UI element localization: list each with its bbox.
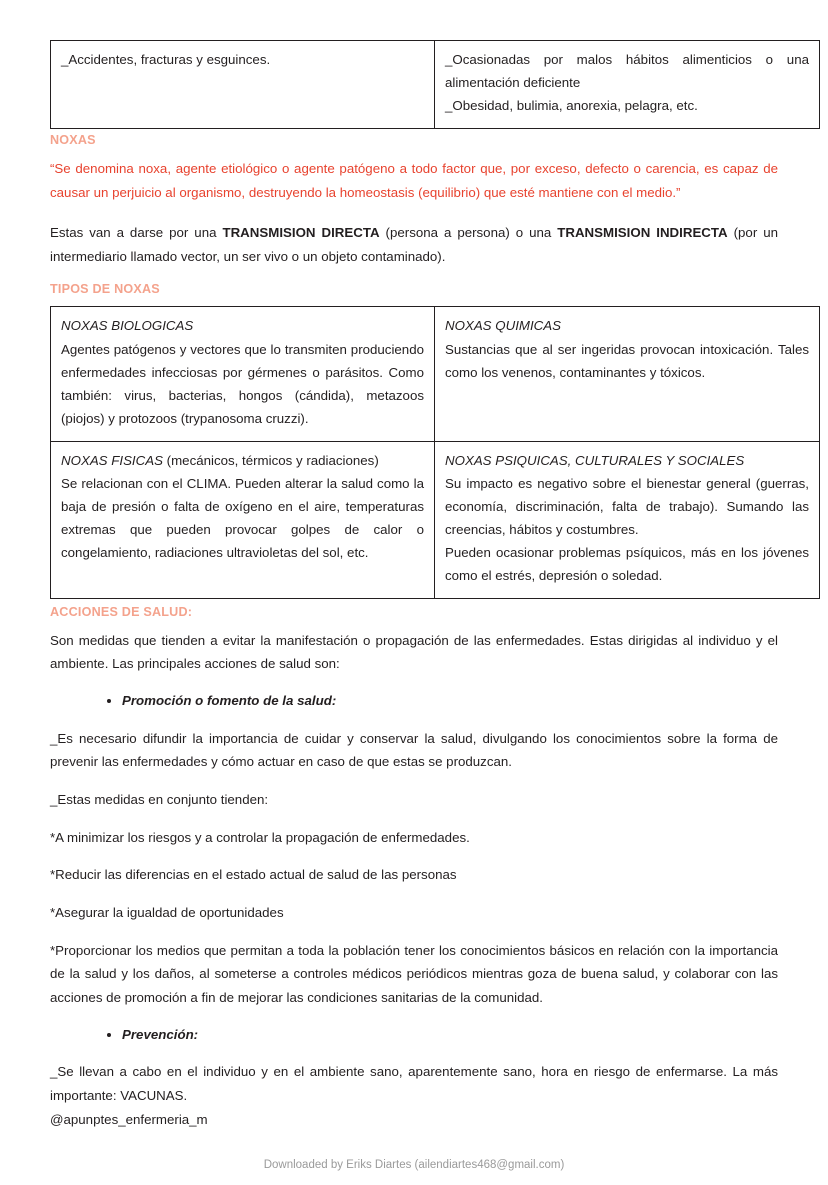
- table-row: [51, 441, 820, 598]
- tipos-de-noxas-table: [50, 306, 820, 598]
- cell-text: Se relacionan con el CLIMA. Pueden alterar la salud como la baja de presión o falta de oxígeno en el aire, temperaturas extremas que pueden provocar golpes de calor o congelamiento, radiaciones ultravioletas del sol, etc.: [61, 476, 424, 560]
- heading-tipos-de-noxas: TIPOS DE NOXAS: [50, 282, 160, 297]
- cell-title-suffix: (mecánicos, térmicos y radiaciones): [162, 452, 379, 468]
- author-handle: @apunptes_enfermeria_m: [50, 1112, 208, 1128]
- table-cell-accidentes: [51, 41, 435, 129]
- table-cell-noxas-biologicas: [51, 307, 435, 441]
- list-item: • Prevención:: [122, 1024, 778, 1047]
- transmision-paragraph: [50, 221, 778, 268]
- top-table: [50, 40, 820, 129]
- promocion-paragraph-2: _Estas medidas en conjunto tienden:: [50, 791, 269, 807]
- promocion-paragraph-5: *Asegurar la igualdad de oportunidades: [50, 904, 284, 920]
- table-cell-noxas-fisicas: [51, 441, 435, 598]
- cell-text: _Accidentes, fracturas y esguinces.: [61, 52, 271, 67]
- promocion-paragraph-3: *A minimizar los riesgos y a controlar la propagación de enfermedades.: [50, 829, 470, 845]
- table-cell-noxas-quimicas: [435, 307, 820, 441]
- bullet-list-promocion: [50, 690, 778, 713]
- acciones-intro-paragraph: Son medidas que tienden a evitar la manifestación o propagación de las enfermedades. Estas dirigidas al individuo y el ambiente. Las principales acciones de salud son:: [50, 632, 778, 672]
- bullet-list-prevencion: [50, 1024, 778, 1047]
- cell-text: Su impacto es negativo sobre el bienestar general (guerras, economía, discriminación, falta de trabajo). Sumando las creencias, hábitos y costumbres.: [445, 476, 809, 538]
- cell-text: _Obesidad, bulimia, anorexia, pelagra, etc.: [445, 97, 698, 113]
- table-cell-alimenticias: [435, 41, 820, 129]
- table-cell-noxas-psiquicas: [435, 441, 820, 598]
- cell-title-text: NOXAS PSIQUICAS, CULTURALES Y SOCIALES: [445, 452, 745, 468]
- transmision-text-2: (persona a persona) o una: [379, 224, 558, 240]
- cell-text: Pueden ocasionar problemas psíquicos, más en los jóvenes como el estrés, depresión o soledad.: [445, 545, 809, 583]
- noxa-definition-quote: “Se denomina noxa, agente etiológico o agente patógeno a todo factor que, por exceso, defecto o carencia, es capaz de causar un perjuicio al organismo, destruyendo la homeostasis (equilibrio) que esté mantiene con el medio.”: [50, 160, 778, 200]
- table-row: [51, 41, 820, 129]
- heading-acciones-de-salud: ACCIONES DE SALUD:: [50, 604, 193, 619]
- cell-title: [61, 315, 424, 338]
- prevencion-paragraph: _Se llevan a cabo en el individuo y en el ambiente sano, aparentemente sano, hora en riesgo de enfermarse. La más importante: VACUNAS.: [50, 1064, 778, 1103]
- cell-text: _Ocasionadas por malos hábitos alimenticios o una alimentación deficiente: [445, 52, 809, 90]
- transmision-text-3: (por un intermediario llamado vector, un ser vivo o un objeto contaminado).: [50, 224, 778, 264]
- cell-title: [445, 315, 809, 338]
- heading-noxas: NOXAS: [50, 132, 96, 147]
- cell-title-text: NOXAS BIOLOGICAS: [61, 318, 194, 334]
- transmision-directa-label: TRANSMISION DIRECTA: [222, 224, 380, 240]
- promocion-paragraph-4: *Reducir las diferencias en el estado actual de salud de las personas: [50, 867, 457, 883]
- cell-title: [61, 450, 424, 473]
- cell-text: Sustancias que al ser ingeridas provocan intoxicación. Tales como los venenos, contaminantes y tóxicos.: [445, 342, 809, 380]
- promocion-paragraph-6: *Proporcionar los medios que permitan a toda la población tener los conocimientos básicos en relación con la importancia de la salud y los daños, al someterse a controles médicos periódicos mientras goza de buena salud, y colaborar con las acciones de promoción a fin de mejorar las condiciones sanitarias de la comunidad.: [50, 942, 778, 1005]
- transmision-indirecta-label: TRANSMISION INDIRECTA: [557, 224, 728, 240]
- list-item: • Promoción o fomento de la salud:: [122, 690, 778, 713]
- promocion-paragraph-1: _Es necesario difundir la importancia de cuidar y conservar la salud, divulgando los conocimientos sobre la forma de prevenir las enfermedades y cómo actuar en caso de que estas se produzcan.: [50, 730, 778, 770]
- cell-text: Agentes patógenos y vectores que lo transmiten produciendo enfermedades infecciosas por gérmenes o parásitos. Como también: virus, bacterias, hongos (cándida), metazoos (piojos) y protozoos (trypanosoma cruzzi).: [61, 342, 424, 426]
- transmision-text-1: Estas van a darse por una: [50, 224, 223, 240]
- cell-title-text: NOXAS FISICAS: [61, 452, 163, 468]
- download-footer: Downloaded by Eriks Diartes (ailendiartes468@gmail.com): [263, 1158, 565, 1171]
- cell-title-text: NOXAS QUIMICAS: [445, 318, 561, 334]
- cell-title: [445, 450, 809, 473]
- table-row: [51, 307, 820, 441]
